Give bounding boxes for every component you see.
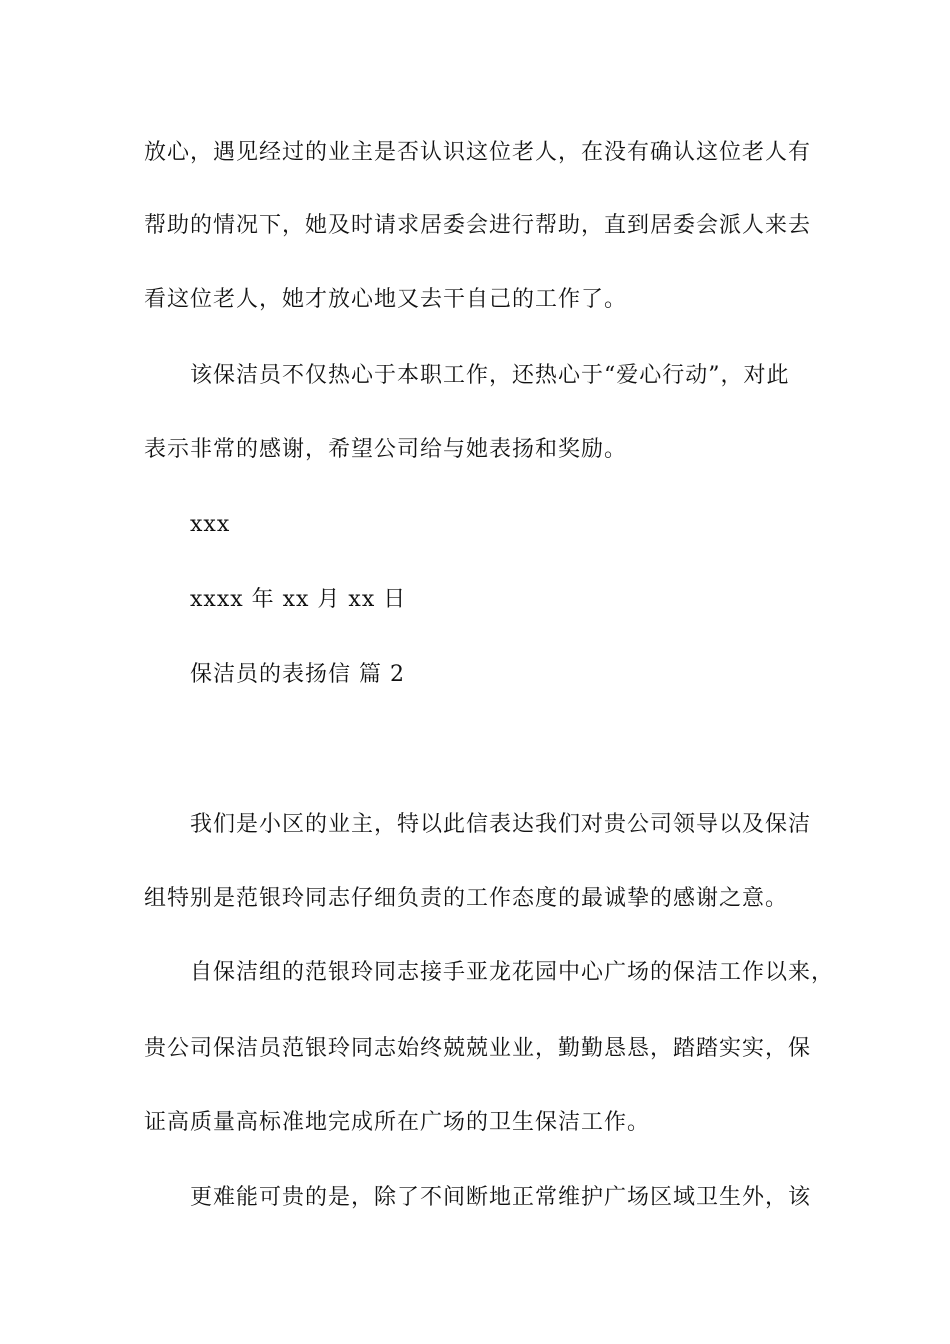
body-line: 该保洁员不仅热心于本职工作，还热心于“爱心行动”，对此 xyxy=(190,363,790,388)
signature-date: xxxx 年 xx 月 xx 日 xyxy=(190,587,407,612)
body-line: 表示非常的感谢，希望公司给与她表扬和奖励。 xyxy=(144,437,628,462)
body-line: 证高质量高标准地完成所在广场的卫生保洁工作。 xyxy=(144,1110,651,1135)
body-line: 组特别是范银玲同志仔细负责的工作态度的最诚挚的感谢之意。 xyxy=(144,886,789,911)
body-line: 更难能可贵的是，除了不间断地正常维护广场区域卫生外，该 xyxy=(190,1185,812,1210)
body-line: 贵公司保洁员范银玲同志始终兢兢业业，勤勤恳恳，踏踏实实，保 xyxy=(144,1036,812,1061)
body-line: 我们是小区的业主，特以此信表达我们对贵公司领导以及保洁 xyxy=(190,812,812,837)
body-line: 自保洁组的范银玲同志接手亚龙花园中心广场的保洁工作以来， xyxy=(190,960,835,985)
section-heading: 保洁员的表扬信 篇 2 xyxy=(190,662,405,687)
signature-name: xxx xyxy=(190,512,231,537)
body-line: 放心，遇见经过的业主是否认识这位老人，在没有确认这位老人有 xyxy=(144,140,812,165)
body-line: 帮助的情况下，她及时请求居委会进行帮助，直到居委会派人来去 xyxy=(144,213,812,238)
body-line: 看这位老人，她才放心地又去干自己的工作了。 xyxy=(144,287,628,312)
